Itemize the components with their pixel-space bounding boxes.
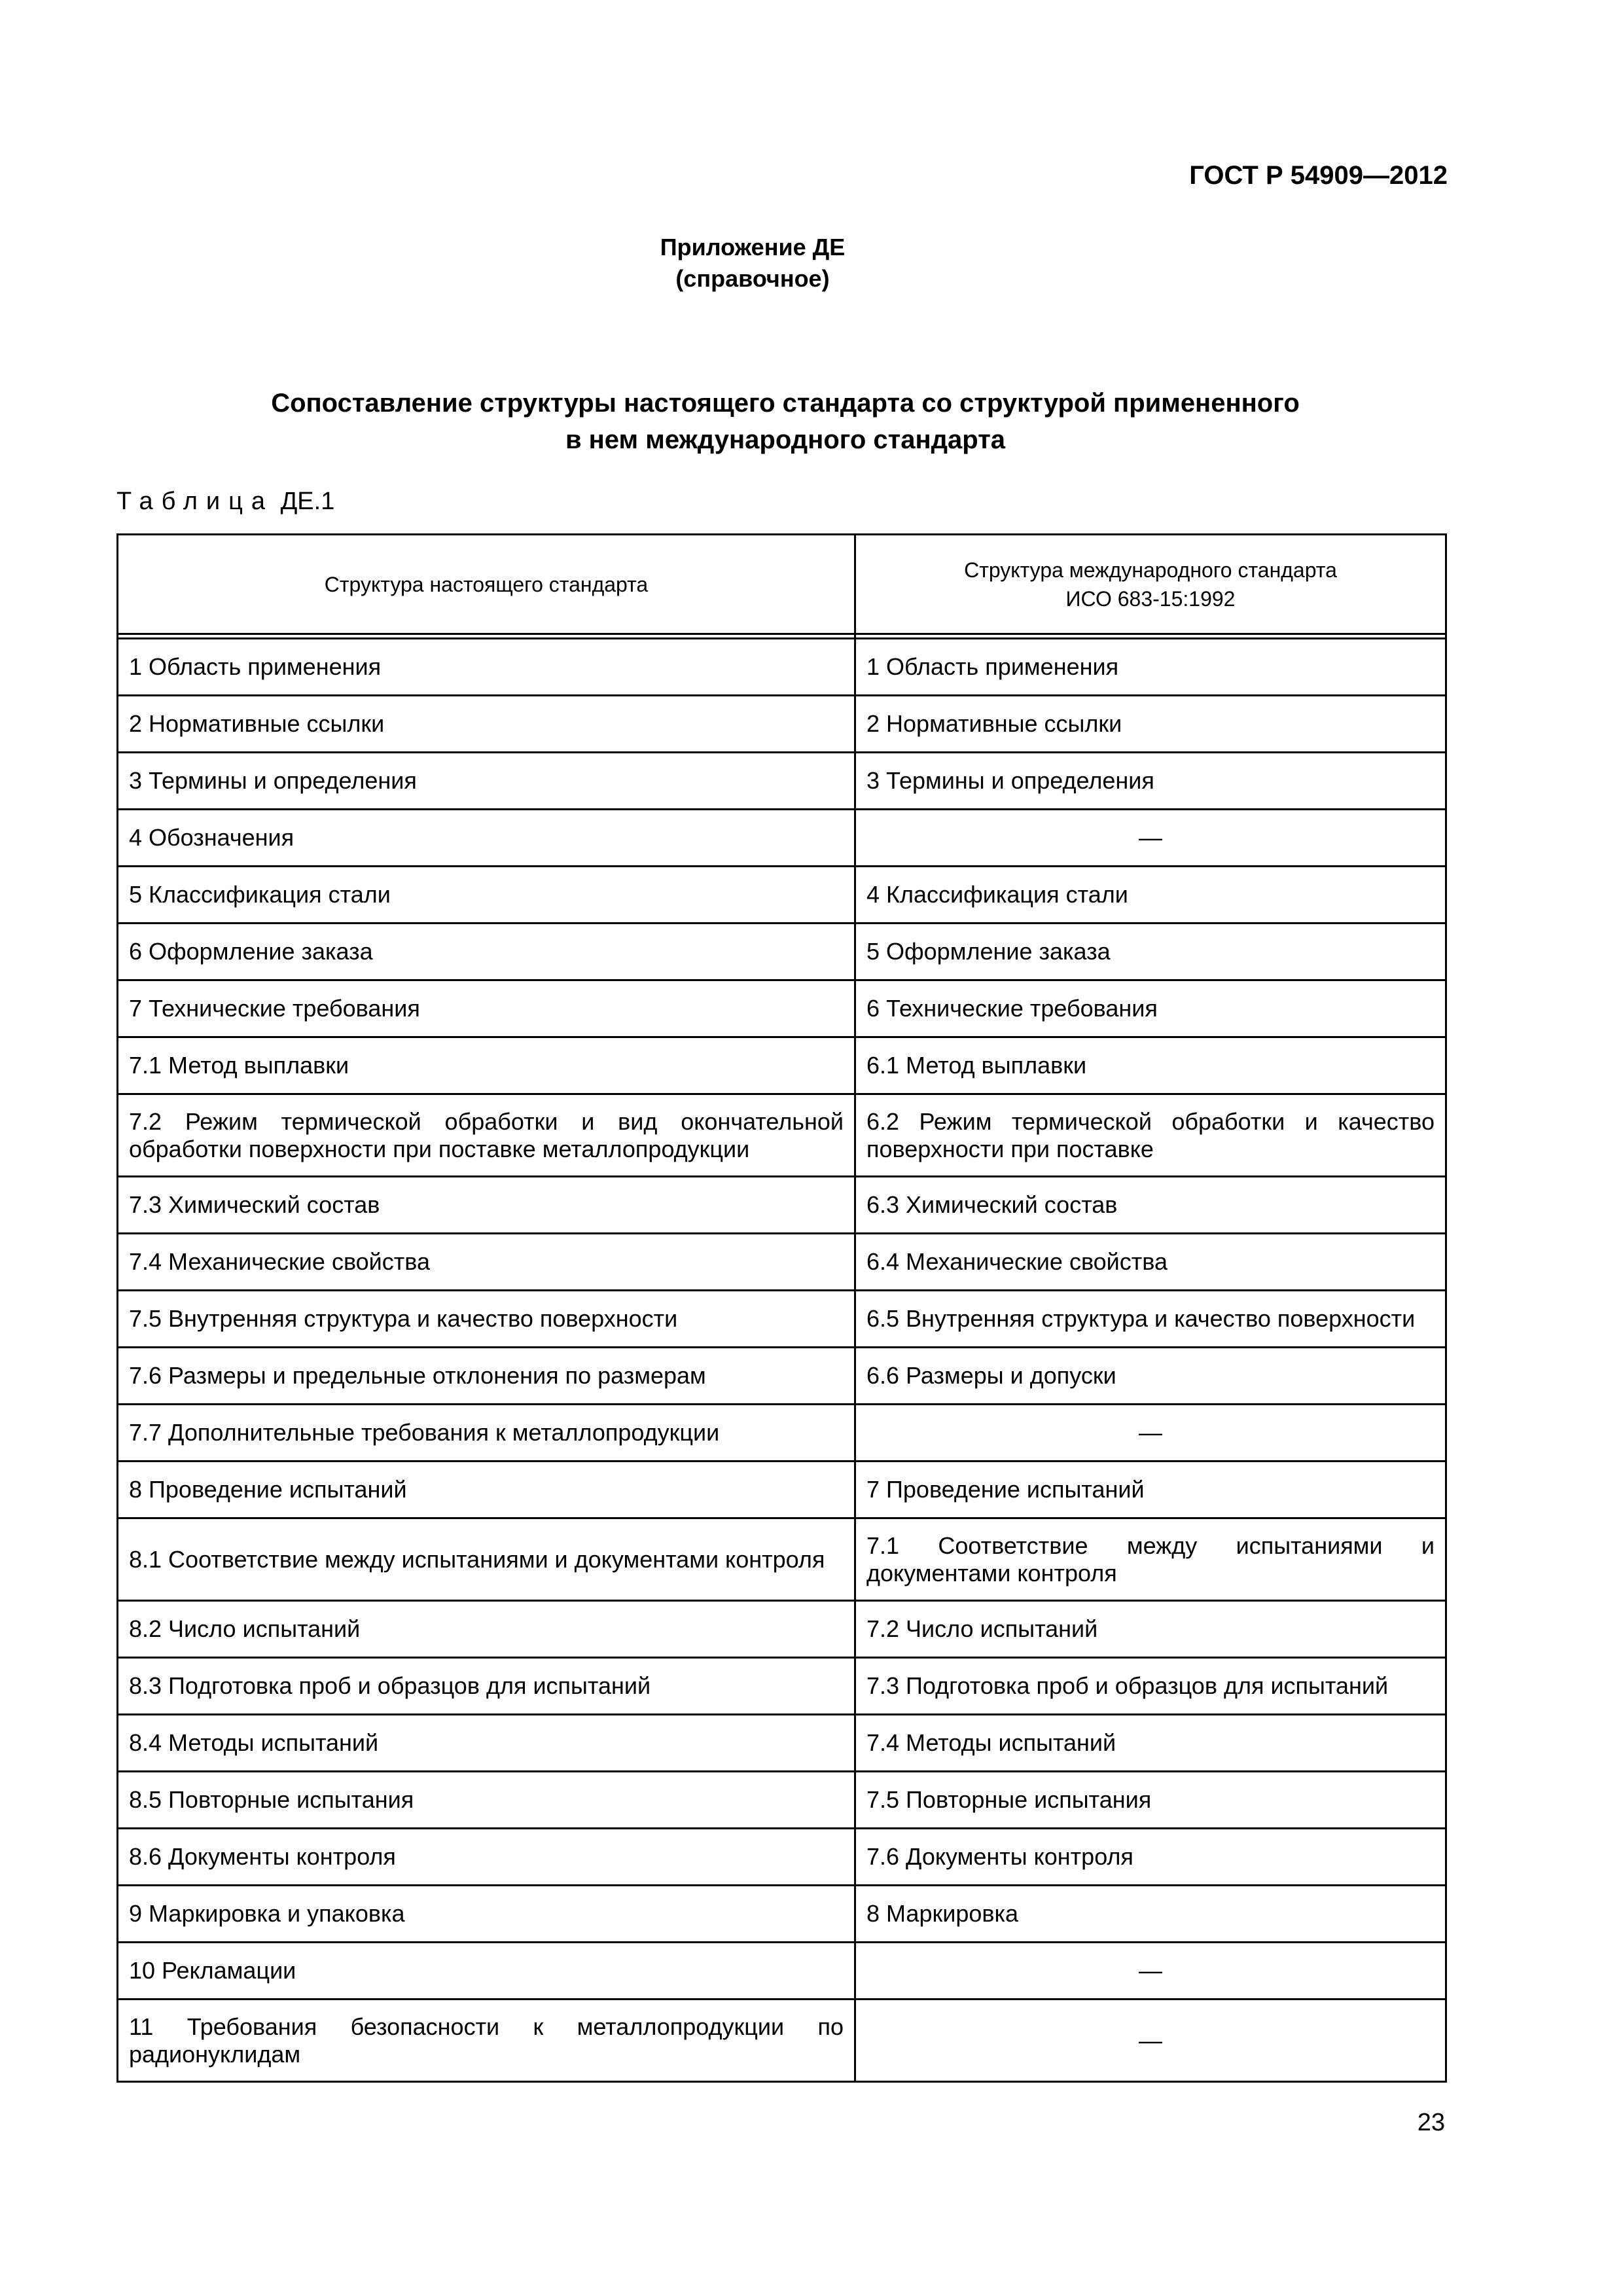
table-cell-current-standard: 7.2 Режим термической обработки и вид окончательной обработки поверхности при поставке металлопродукции [118, 1094, 855, 1177]
table-caption [116, 488, 334, 516]
table-caption-word: Таблица [116, 488, 274, 515]
header-separator [118, 634, 1446, 639]
table-cell-current-standard: 8.2 Число испытаний [118, 1601, 855, 1658]
header-separator-cell-right [855, 634, 1446, 639]
table-row [118, 1094, 1446, 1177]
appendix-title: Приложение ДЕ [660, 234, 846, 260]
table-title [0, 385, 1571, 458]
table-cell-international-standard: 8 Маркировка [855, 1886, 1446, 1943]
header-cell-right-line-2: ИСО 683-15:1992 [1065, 586, 1236, 611]
table-cell-international-standard: 7.6 Документы контроля [855, 1829, 1446, 1886]
table-caption-number: ДЕ.1 [280, 488, 335, 515]
table-row [118, 1943, 1446, 2000]
table-row [118, 980, 1446, 1037]
table-cell-current-standard: 8.5 Повторные испытания [118, 1772, 855, 1829]
table-row [118, 1405, 1446, 1462]
header-cell-right-line-1: Структура международного стандарта [964, 558, 1337, 582]
table-row [118, 1772, 1446, 1829]
table-row [118, 1234, 1446, 1291]
table-cell-international-standard: 7 Проведение испытаний [855, 1462, 1446, 1518]
table-row [118, 1462, 1446, 1518]
appendix-subtitle: (справочное) [675, 265, 830, 292]
table-cell-international-standard: — [855, 810, 1446, 867]
table-row [118, 1601, 1446, 1658]
table-cell-international-standard: — [855, 1943, 1446, 2000]
table-row [118, 2000, 1446, 2082]
table-row [118, 1291, 1446, 1348]
table-cell-current-standard: 4 Обозначения [118, 810, 855, 867]
table-cell-international-standard: 6.4 Механические свойства [855, 1234, 1446, 1291]
header-cell-left: Структура настоящего стандарта [118, 535, 855, 634]
table-row [118, 867, 1446, 924]
table-cell-current-standard: 8.1 Соответствие между испытаниями и документами контроля [118, 1518, 855, 1601]
table-cell-current-standard: 7.4 Механические свойства [118, 1234, 855, 1291]
table-row [118, 696, 1446, 753]
table-cell-current-standard: 3 Термины и определения [118, 753, 855, 810]
table-cell-international-standard: 6.3 Химический состав [855, 1177, 1446, 1234]
table-row [118, 1829, 1446, 1886]
table-row [118, 1518, 1446, 1601]
structure-comparison-table [116, 533, 1447, 2083]
table-row [118, 639, 1446, 696]
table-cell-current-standard: 8 Проведение испытаний [118, 1462, 855, 1518]
header-cell-right [855, 535, 1446, 634]
table-row [118, 1658, 1446, 1715]
table-row [118, 1886, 1446, 1943]
table-cell-current-standard: 8.4 Методы испытаний [118, 1715, 855, 1772]
table-body [118, 535, 1446, 2082]
table-cell-international-standard: — [855, 2000, 1446, 2082]
document-code: ГОСТ Р 54909—2012 [1189, 161, 1448, 190]
table-row [118, 810, 1446, 867]
table-cell-current-standard: 7.5 Внутренняя структура и качество поверхности [118, 1291, 855, 1348]
table-cell-international-standard: 6.2 Режим термической обработки и качество поверхности при поставке [855, 1094, 1446, 1177]
table-cell-international-standard: 7.4 Методы испытаний [855, 1715, 1446, 1772]
table-cell-current-standard: 8.6 Документы контроля [118, 1829, 855, 1886]
table-cell-current-standard: 7.3 Химический состав [118, 1177, 855, 1234]
table-cell-international-standard: 6.1 Метод выплавки [855, 1037, 1446, 1094]
table-cell-current-standard: 5 Классификация стали [118, 867, 855, 924]
table-cell-current-standard: 6 Оформление заказа [118, 924, 855, 980]
table-cell-international-standard: 7.5 Повторные испытания [855, 1772, 1446, 1829]
table-cell-current-standard: 8.3 Подготовка проб и образцов для испытаний [118, 1658, 855, 1715]
table-cell-international-standard: 7.2 Число испытаний [855, 1601, 1446, 1658]
table-title-line-2: в нем международного стандарта [565, 425, 1006, 454]
table-cell-current-standard: 11 Требования безопасности к металлопродукции по радионуклидам [118, 2000, 855, 2082]
table-cell-current-standard: 2 Нормативные ссылки [118, 696, 855, 753]
table-cell-international-standard: 7.3 Подготовка проб и образцов для испытаний [855, 1658, 1446, 1715]
appendix-heading [0, 232, 1623, 295]
table-cell-international-standard: 6.6 Размеры и допуски [855, 1348, 1446, 1405]
table-row [118, 1715, 1446, 1772]
table-cell-current-standard: 7.6 Размеры и предельные отклонения по размерам [118, 1348, 855, 1405]
table-row [118, 1037, 1446, 1094]
table-row [118, 924, 1446, 980]
table-cell-current-standard: 10 Рекламации [118, 1943, 855, 2000]
table-cell-international-standard: 6 Технические требования [855, 980, 1446, 1037]
table-cell-current-standard: 9 Маркировка и упаковка [118, 1886, 855, 1943]
table-row [118, 753, 1446, 810]
table-row [118, 1348, 1446, 1405]
table-cell-international-standard: 6.5 Внутренняя структура и качество поверхности [855, 1291, 1446, 1348]
table-cell-international-standard: — [855, 1405, 1446, 1462]
table-cell-current-standard: 7.7 Дополнительные требования к металлопродукции [118, 1405, 855, 1462]
page-number: 23 [1417, 2109, 1445, 2136]
table-cell-international-standard: 2 Нормативные ссылки [855, 696, 1446, 753]
table-cell-international-standard: 7.1 Соответствие между испытаниями и документами контроля [855, 1518, 1446, 1601]
header-separator-cell-left [118, 634, 855, 639]
table-cell-international-standard: 3 Термины и определения [855, 753, 1446, 810]
table-row [118, 1177, 1446, 1234]
table-cell-international-standard: 5 Оформление заказа [855, 924, 1446, 980]
table-cell-current-standard: 1 Область применения [118, 639, 855, 696]
table-title-line-1: Сопоставление структуры настоящего стандарта со структурой примененного [271, 389, 1300, 418]
table-cell-current-standard: 7 Технические требования [118, 980, 855, 1037]
table-cell-international-standard: 1 Область применения [855, 639, 1446, 696]
table-cell-current-standard: 7.1 Метод выплавки [118, 1037, 855, 1094]
table-header-row [118, 535, 1446, 634]
table-cell-international-standard: 4 Классификация стали [855, 867, 1446, 924]
